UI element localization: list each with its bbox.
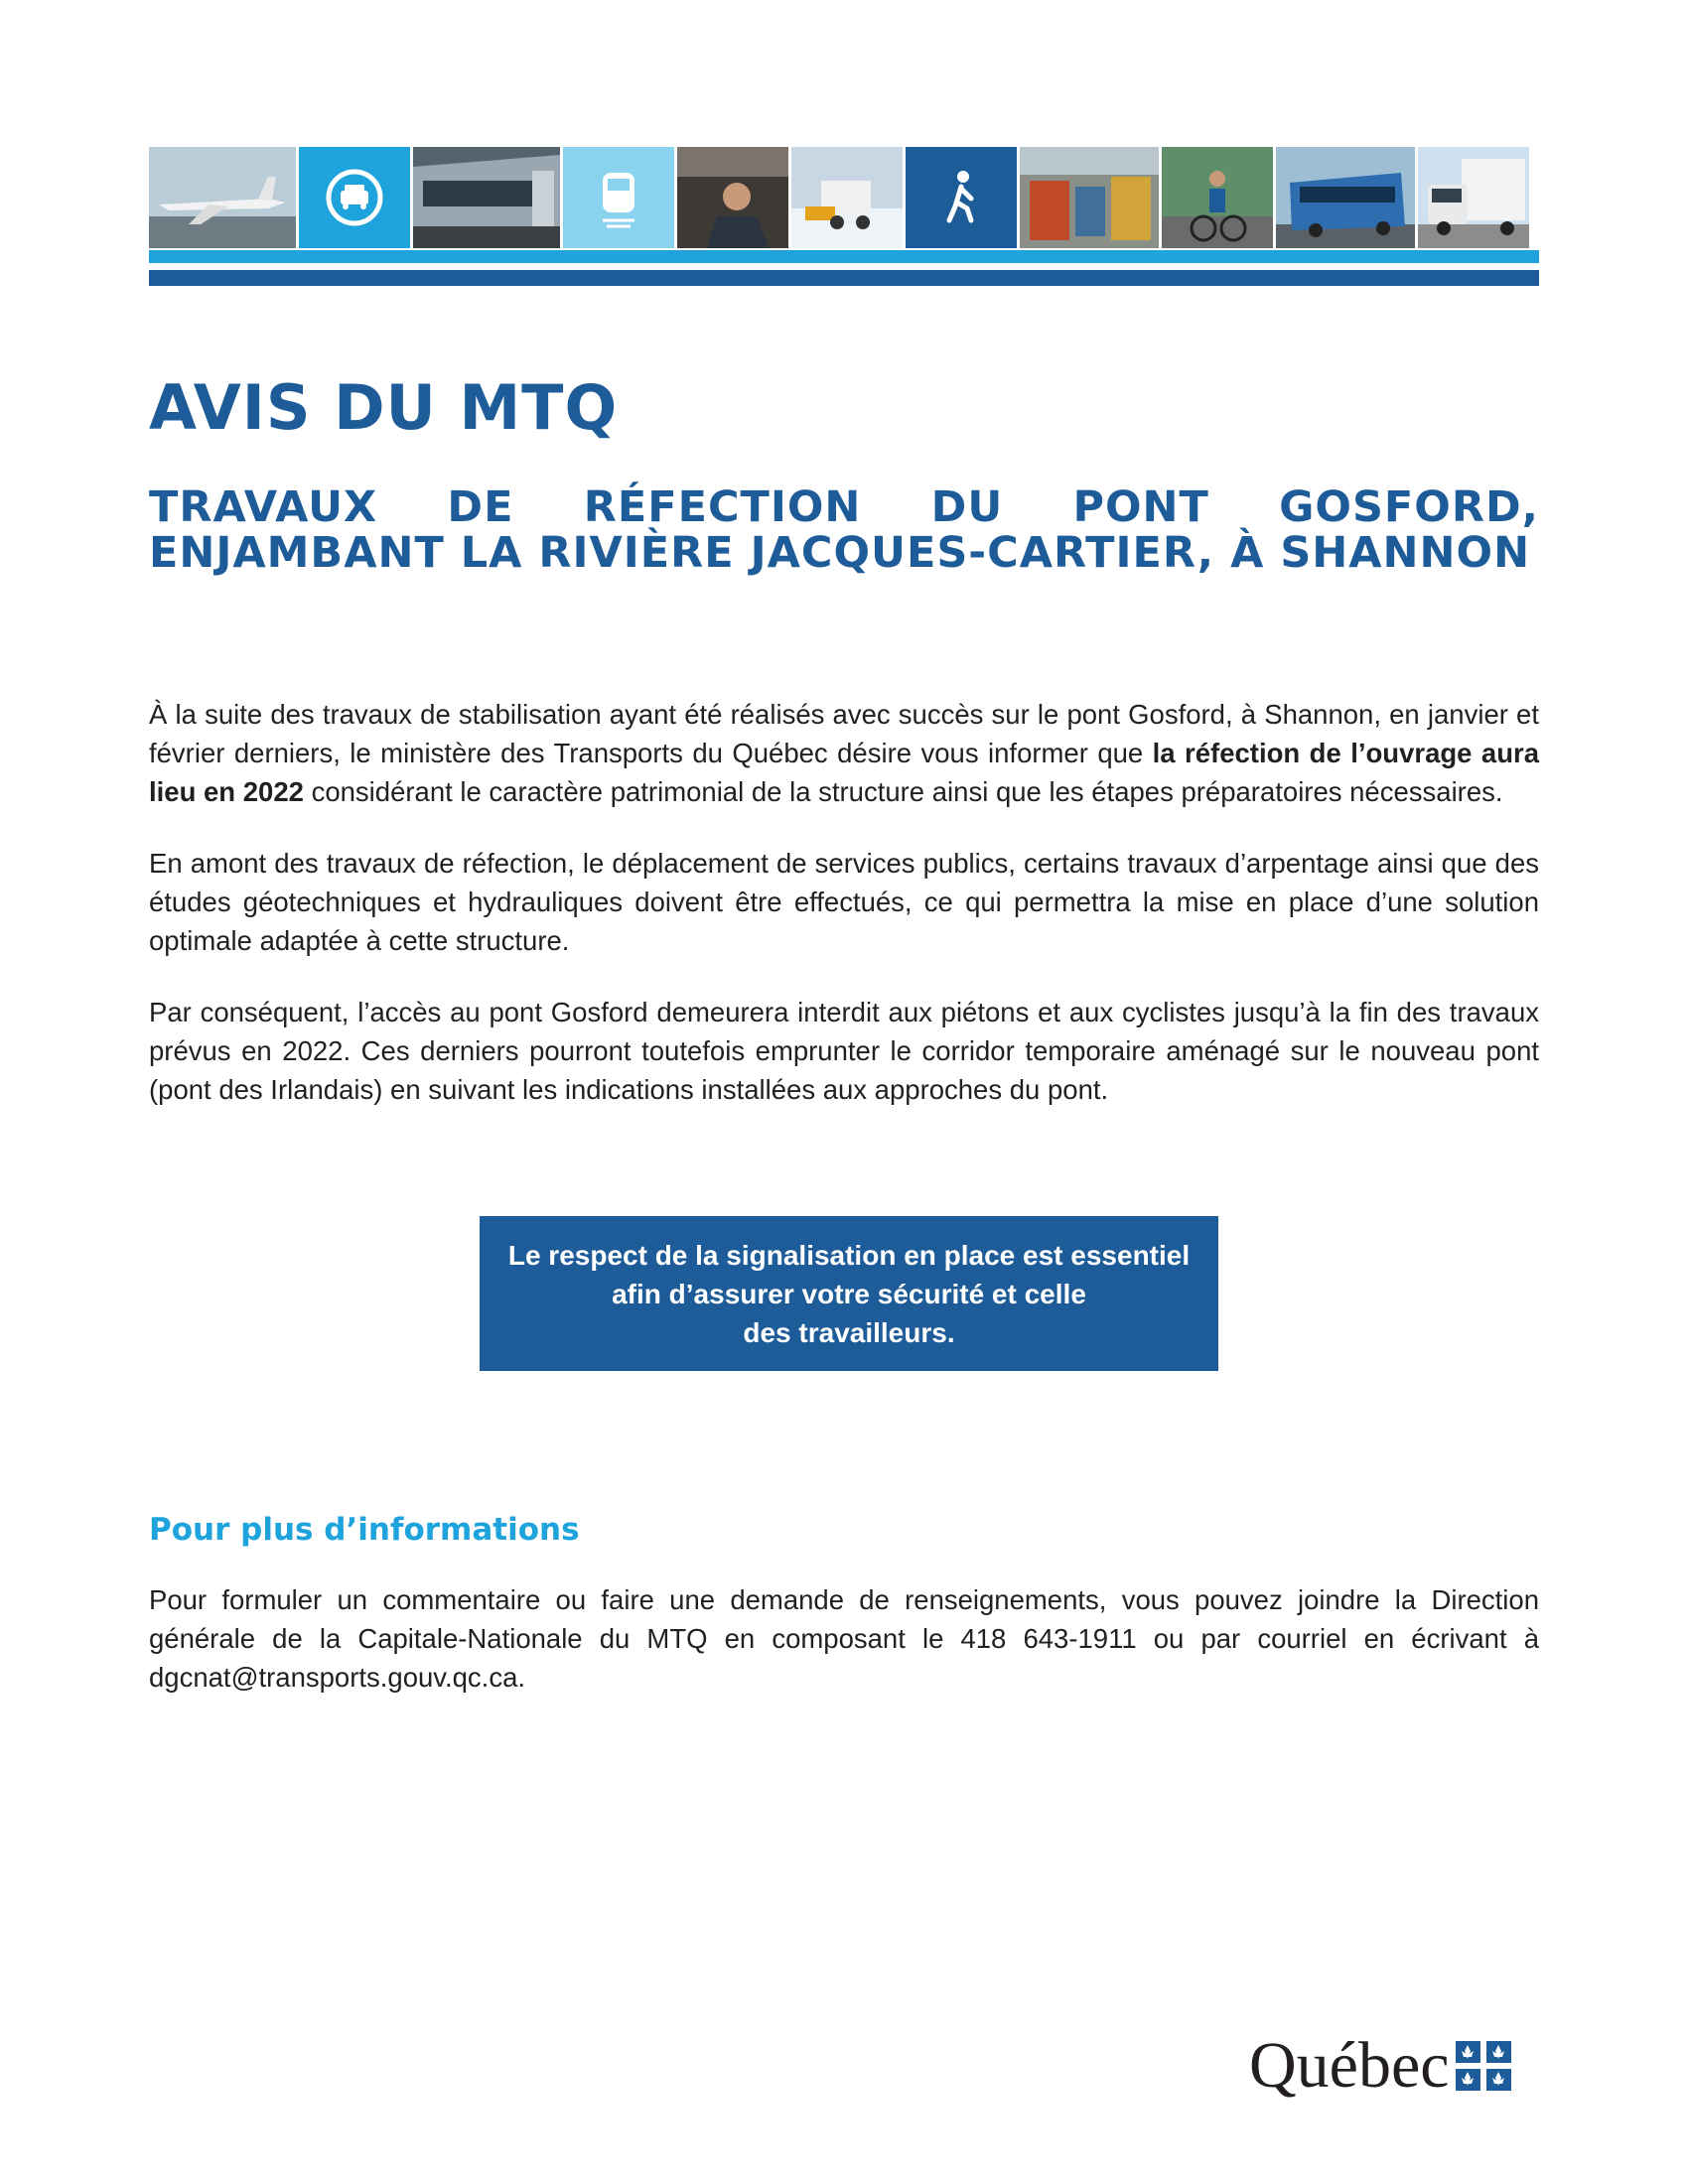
paragraph-2: En amont des travaux de réfection, le déplacement de services publics, certains travaux d’arpentage ainsi que des études géotechniques et hydrauliques doivent être effectués, ce qui permettra la mise en place d’une solution optimale adaptée à cette structure. (149, 848, 1539, 956)
bus-photo (1276, 147, 1415, 248)
info-heading: Pour plus d’informations (149, 1512, 580, 1548)
paragraph-1-bold: la réfection de l’ouvrage aura lieu en 2022 (149, 738, 1539, 807)
paragraph-1 (149, 695, 1539, 811)
paragraph-3: Par conséquent, l’accès au pont Gosford demeurera interdit aux piétons et aux cyclistes jusqu’à la fin des travaux prévus en 2022. Ces derniers pourront toutefois emprunter le corridor temporaire aménagé sur le nouveau pont (pont des Irlandais) en suivant les indications installées aux approches du pont. (149, 997, 1539, 1105)
page-subtitle: TRAVAUX DE RÉFECTION DU PONT GOSFORD, ENJAMBANT LA RIVIÈRE JACQUES-CARTIER, À SHANNON (149, 482, 1539, 578)
safety-callout-text (501, 1236, 1196, 1352)
header-banner (149, 147, 1539, 248)
paragraph-1-text-b: considérant le caractère patrimonial de la structure ainsi que les étapes préparatoires nécessaires. (303, 776, 1503, 807)
car-pictogram-icon (299, 147, 410, 248)
mechanic-photo (677, 147, 788, 248)
paragraph-1-text-a: À la suite des travaux de stabilisation ayant été réalisés avec succès sur le pont Gosford, à Shannon, en janvier et février derniers, le ministère des Transports du Québec désire vous informer que (149, 699, 1539, 768)
airplane-photo (149, 147, 296, 248)
callout-line-1: Le respect de la signalisation en place est essentiel (507, 1239, 1191, 1271)
quebec-logo (1249, 2029, 1511, 2102)
banner-stripe-dark (149, 270, 1539, 286)
callout-line-2: afin d’assurer votre sécurité et celle (612, 1278, 1086, 1309)
callout-line-3: des travailleurs. (743, 1316, 955, 1348)
truck-photo (1418, 147, 1529, 248)
quebec-logo-text: Québec (1249, 2029, 1450, 2102)
safety-callout (480, 1216, 1218, 1371)
fleur-de-lis-flag-icon (1456, 2041, 1511, 2091)
cyclist-photo (1162, 147, 1273, 248)
port-photo (1020, 147, 1159, 248)
banner-stripe-light (149, 250, 1539, 263)
train-pictogram-icon (563, 147, 674, 248)
pedestrian-pictogram-icon (906, 147, 1017, 248)
page-title: AVIS DU MTQ (149, 371, 619, 444)
metro-photo (413, 147, 560, 248)
info-paragraph: Pour formuler un commentaire ou faire une demande de renseignements, vous pouvez joindre la Direction générale de la Capitale-Nationale du MTQ en composant le 418 643-1911 ou par courriel en écrivant à dgcnat@transports.gouv.qc.ca. (149, 1584, 1539, 1693)
snowplow-photo (791, 147, 903, 248)
